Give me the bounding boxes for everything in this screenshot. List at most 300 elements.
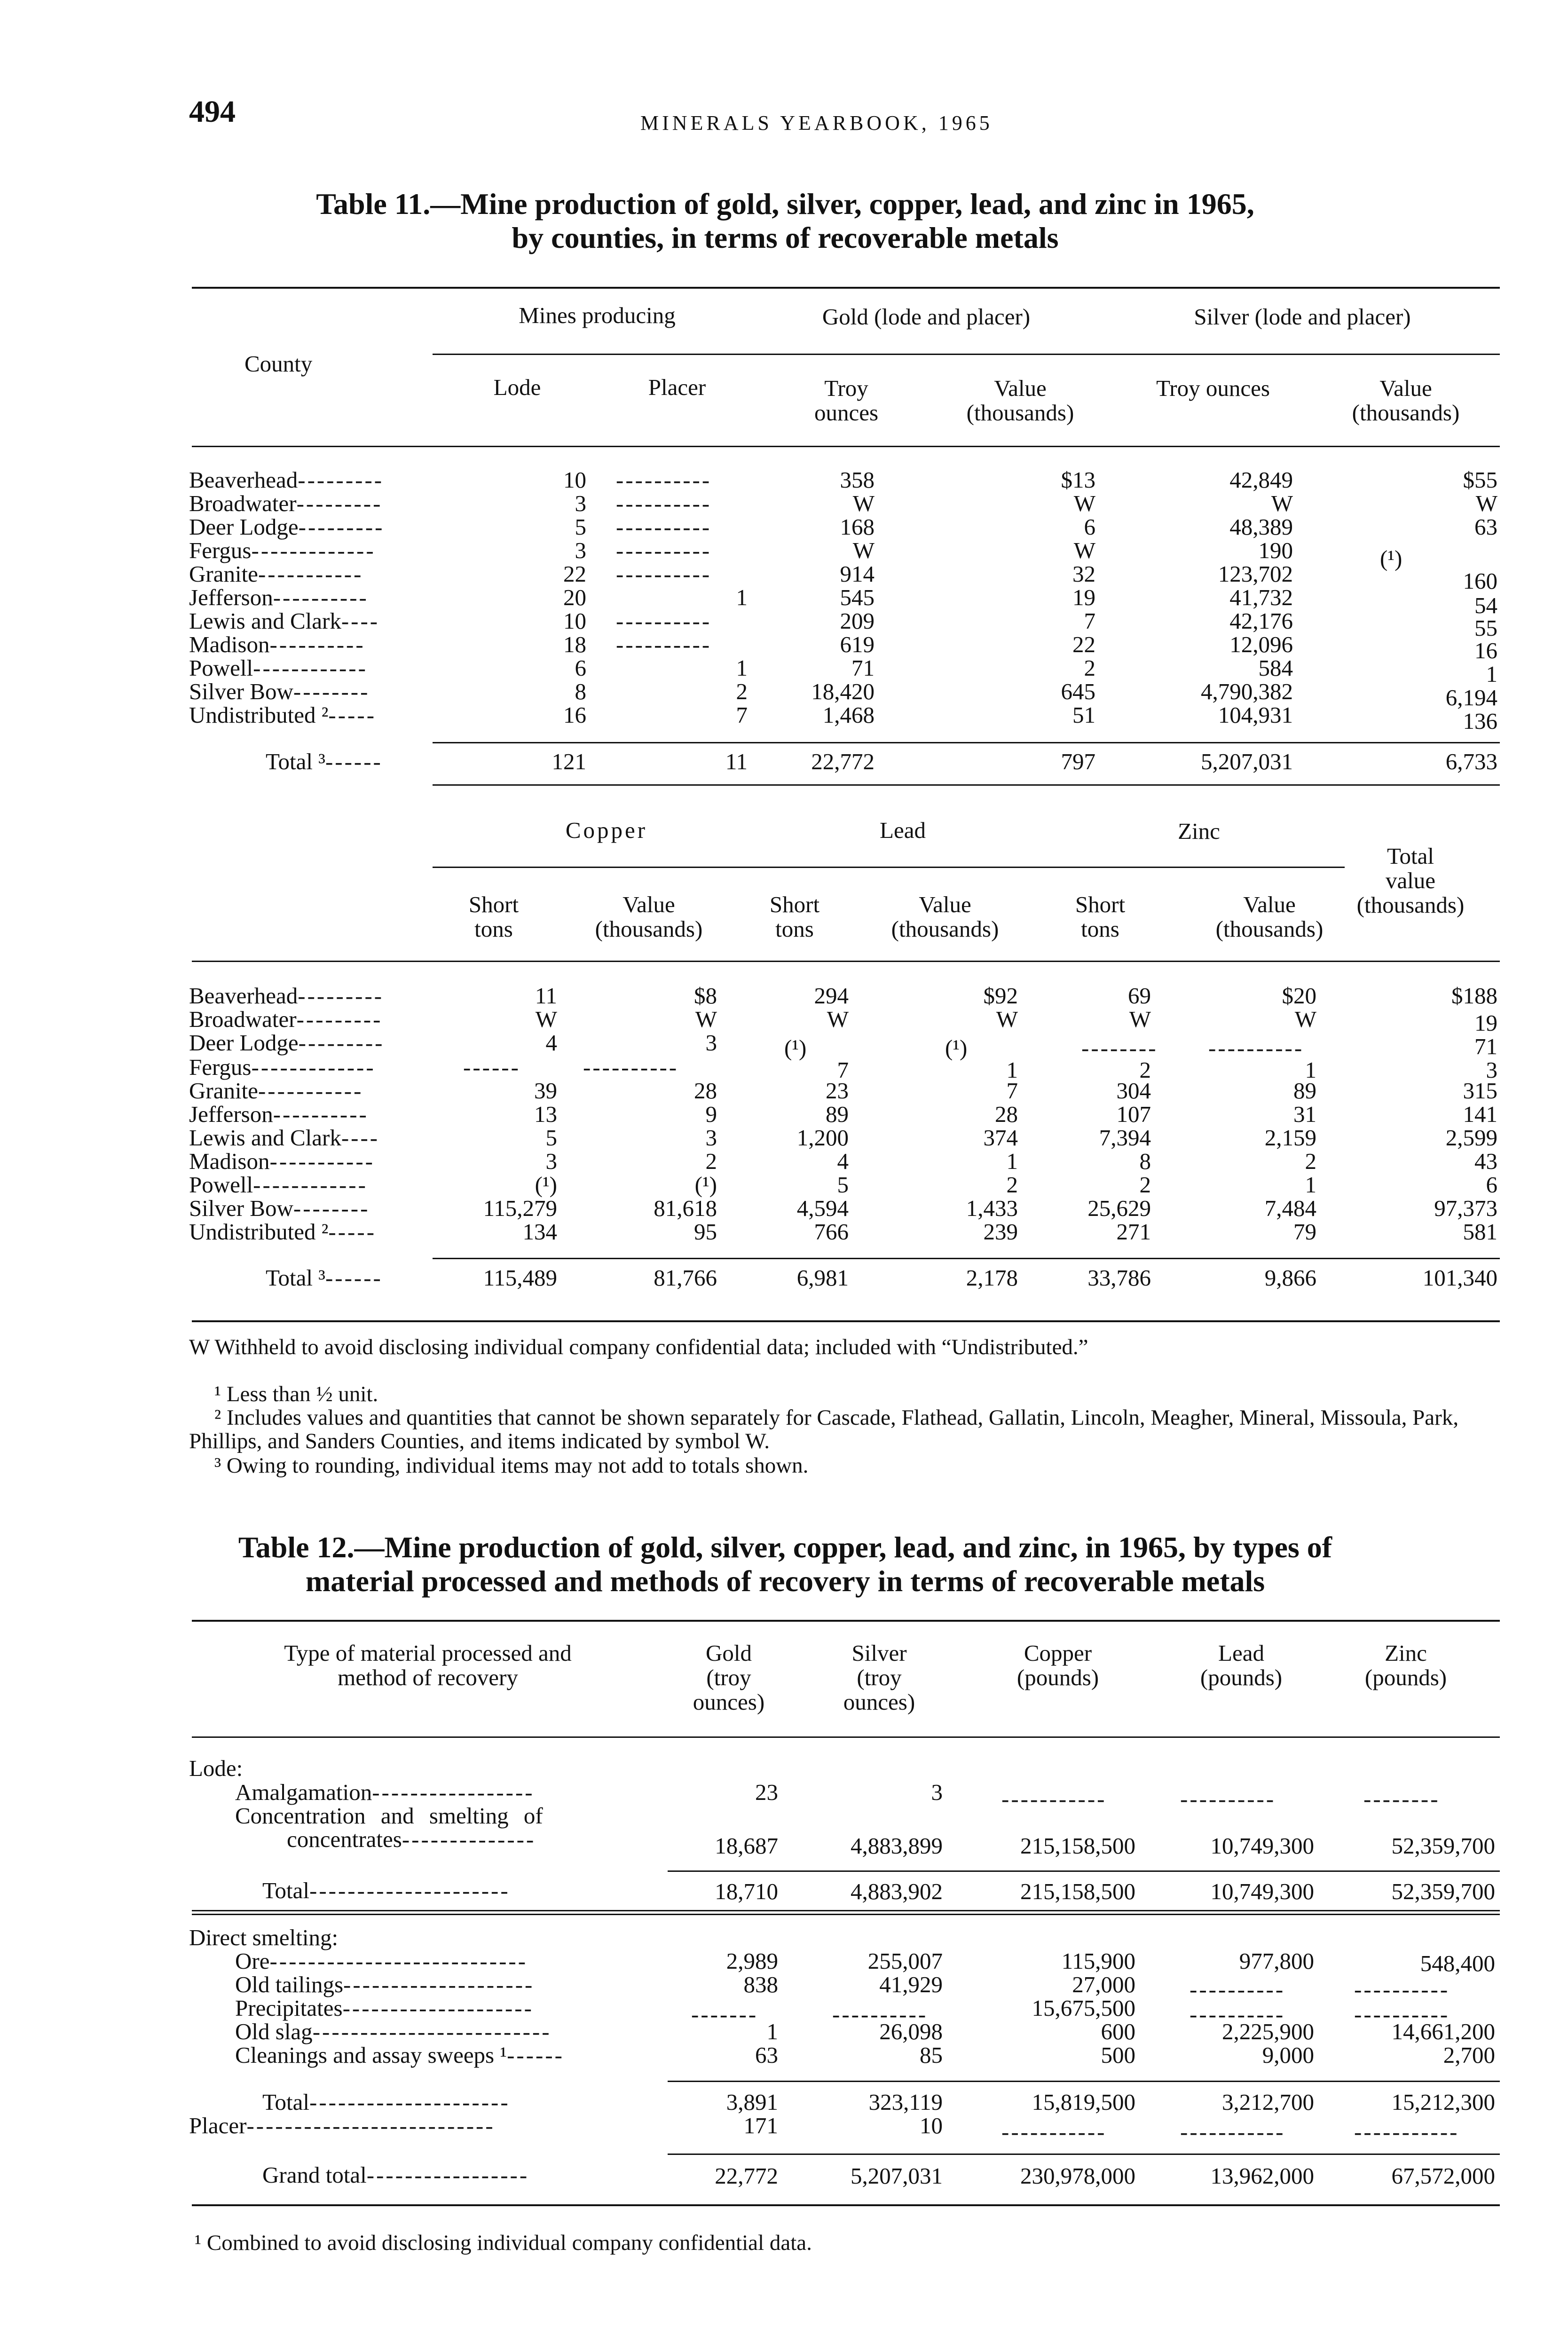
p2-r8-total: 6 [1486,1172,1497,1198]
t12-lode-total-gold: 18,710 [715,1878,778,1904]
p1-r9-lode: 8 [575,678,586,704]
table-12-bottom-rule [192,2204,1500,2206]
p1-r0-lode: 10 [563,467,586,493]
p1-r10-county: Undistributed ²----- [189,702,377,728]
p1-r7-silver-val: 16 [1474,638,1497,663]
t12-concentration-copper: 215,158,500 [1020,1833,1135,1859]
p2-r1-cu-v: W [695,1006,717,1032]
p2-r9-cu-v: 81,618 [654,1195,717,1221]
p1-r8-silver-oz: 584 [1258,655,1293,681]
t12-amalgamation-zinc-dash: -------- [1363,1786,1440,1812]
p1-r3-silver-oz: 190 [1258,537,1293,563]
col-silver-value: Value (thousands) [1352,375,1460,426]
p2-r1-zn-t: W [1129,1006,1151,1032]
p2-r4-zn-t: 304 [1116,1078,1151,1104]
p2-r9-total: 97,373 [1434,1195,1497,1221]
t12-lode-subtotal-rule [668,1870,1500,1872]
p2-r8-cu-t: (¹) [535,1172,557,1198]
p2-r3-zn-v: 1 [1305,1057,1316,1083]
col-placer: Placer [648,374,706,400]
p1-r6-silver-val: 55 [1474,615,1497,641]
t12-placer-gold: 171 [743,2113,778,2138]
p2-r1-pb-t: W [827,1006,849,1032]
t12-col-zinc: Zinc (pounds) [1364,1640,1447,1690]
p1-r7-gold-val: 22 [1072,631,1095,657]
col-pb-value: Value (thousands) [891,891,999,942]
table-12-title-line-2: material processed and methods of recovery in terms of recoverable metals [305,1564,1265,1598]
p1-r2-gold-val: 6 [1084,514,1095,540]
t12-direct-total-zinc: 15,212,300 [1391,2089,1495,2115]
p1-total-lode: 121 [552,749,586,774]
p1-r6-gold-val: 7 [1084,608,1095,634]
p1-r10-gold-val: 51 [1072,702,1095,728]
p2-r8-pb-v: 2 [1006,1172,1018,1198]
t12-cleanings-lead: 9,000 [1262,2042,1314,2068]
t12-amalgamation-gold: 23 [755,1779,778,1805]
t12-ore-gold: 2,989 [726,1948,778,1974]
t11-footnote-2: ² Includes values and quantities that cannot be shown separately for Cascade, Flathead, Gallatin, Lincoln, Meagher, Mineral, Missoula, Park, Phillips, and Sanders Counties, and items indicated by symbol W. [189,1405,1459,1453]
t12-ore-copper: 115,900 [1061,1948,1135,1974]
t12-old-tailings-copper: 27,000 [1072,1972,1135,1997]
t12-lode-total-rule-a [192,1910,1500,1911]
p2-r8-zn-v: 1 [1305,1172,1316,1198]
t12-grand-total-silver: 5,207,031 [851,2163,943,2189]
p1-total-gold-oz: 22,772 [811,749,875,774]
p1-r8-gold-val: 2 [1084,655,1095,681]
p2-r7-pb-t: 4 [837,1148,849,1174]
p1-r10-silver-val: 136 [1463,708,1497,734]
p1-total-gold-val: 797 [1061,749,1095,774]
t12-stub-header: Type of material processed and method of recovery [284,1640,572,1690]
p1-r7-placer-dash: ---------- [616,631,712,657]
p2-r3-pb-v: 1 [1006,1057,1018,1083]
t12-old-slag-copper: 600 [1101,2019,1135,2044]
t12-concentration-label: concentrates-------------- [287,1826,536,1852]
p2-r5-cu-t: 13 [534,1101,557,1127]
table-11-title-line-2: by counties, in terms of recoverable metals [512,221,1059,254]
p2-total-zn-t: 33,786 [1087,1265,1151,1291]
p1-r1-silver-oz: W [1271,490,1293,516]
p1-r0-silver-oz: 42,849 [1229,467,1293,493]
p1-r4-silver-oz: 123,702 [1218,561,1293,587]
p2-r2-pb-v: (¹) [945,1035,968,1061]
p2-r5-cu-v: 9 [705,1101,717,1127]
t12-lode-total-silver: 4,883,902 [851,1878,943,1904]
t12-old-slag-label: Old slag------------------------- [235,2019,552,2044]
p1-r6-gold-oz: 209 [840,608,875,634]
t12-col-copper: Copper (pounds) [1016,1640,1099,1690]
p1-r2-county: Deer Lodge--------- [189,514,385,540]
p2-r10-cu-t: 134 [522,1219,557,1245]
p2-r7-cu-t: 3 [545,1148,557,1174]
t12-cleanings-silver: 85 [920,2042,943,2068]
p1-total-silver-oz: 5,207,031 [1201,749,1293,774]
t12-direct-total-label: Total--------------------- [262,2089,510,2115]
p2-r1-total: 19 [1474,1010,1497,1036]
p2-r7-zn-v: 2 [1305,1148,1316,1174]
t12-ore-lead: 977,800 [1239,1948,1314,1974]
t12-amalgamation-label: Amalgamation----------------- [235,1779,535,1805]
p2-r1-pb-v: W [996,1006,1018,1032]
p1-r3-gold-oz: W [852,537,875,563]
table-11-bottom-rule [192,1320,1500,1322]
p1-r2-gold-oz: 168 [840,514,875,540]
t12-old-slag-lead: 2,225,900 [1222,2019,1314,2044]
p1-r1-county: Broadwater--------- [189,490,383,516]
t12-col-silver: Silver (troy ounces) [843,1640,915,1715]
t12-concentration-zinc: 52,359,700 [1391,1833,1495,1859]
p1-r4-county: Granite----------- [189,561,363,587]
group-zinc: Zinc [1178,818,1220,844]
p1-r0-placer-dash: ---------- [616,467,712,493]
t12-lode-total-zinc: 52,359,700 [1391,1878,1495,1904]
p2-total-cu-t: 115,489 [483,1265,557,1291]
t12-grand-total-rule [668,2154,1500,2155]
p2-r8-zn-t: 2 [1139,1172,1151,1198]
p1-r0-county: Beaverhead--------- [189,467,384,493]
t12-amalgamation-silver: 3 [931,1779,943,1805]
p2-r3-county: Fergus------------- [189,1054,376,1080]
t12-old-tailings-gold: 838 [743,1972,778,1997]
t12-old-tailings-label: Old tailings-------------------- [235,1972,535,1997]
p2-r2-total: 71 [1474,1033,1497,1059]
part2-group-rule [433,867,1345,868]
p2-r5-zn-v: 31 [1293,1101,1316,1127]
p2-r9-pb-t: 4,594 [796,1195,849,1221]
t12-old-slag-zinc: 14,661,200 [1391,2019,1495,2044]
table-12-title [183,1531,1387,1598]
p2-r10-county: Undistributed ²----- [189,1219,377,1245]
p2-r4-county: Granite----------- [189,1078,363,1104]
t12-grand-total-zinc: 67,572,000 [1391,2163,1495,2189]
p2-r4-total: 315 [1463,1078,1497,1104]
p2-total-pb-t: 6,981 [796,1265,849,1291]
t11-footnote-w: W Withheld to avoid disclosing individual company confidential data; included with “Undistributed.” [189,1335,1088,1359]
p1-r9-gold-val: 645 [1061,678,1095,704]
p2-r0-pb-v: $92 [983,983,1018,1009]
t12-lode-total-rule-b [192,1914,1500,1915]
p2-r4-zn-v: 89 [1293,1078,1316,1104]
p2-r2-county: Deer Lodge--------- [189,1030,385,1056]
p1-total-label: Total ³------ [266,749,383,774]
t12-lode-total-lead: 10,749,300 [1210,1878,1314,1904]
p2-r9-cu-t: 115,279 [483,1195,557,1221]
t12-direct-subtotal-rule [668,2081,1500,2082]
p1-r4-gold-val: 32 [1072,561,1095,587]
t12-ore-silver: 255,007 [867,1948,943,1974]
p1-r5-silver-val: 54 [1474,592,1497,618]
p1-total-placer: 11 [725,749,748,774]
group-silver: Silver (lode and placer) [1194,304,1411,330]
p2-r2-zn-v-dash: ---------- [1208,1035,1304,1061]
p2-r8-cu-v: (¹) [694,1172,717,1198]
p1-r10-silver-oz: 104,931 [1218,702,1293,728]
col-cu-tons: Short tons [468,891,519,942]
p2-r7-cu-v: 2 [705,1148,717,1174]
t12-concentration-line1: Concentration and smelting of [235,1803,543,1829]
p2-r9-zn-v: 7,484 [1264,1195,1316,1221]
t12-concentration-silver: 4,883,899 [851,1833,943,1859]
t12-ore-zinc: 548,400 [1420,1950,1495,1976]
p1-r0-gold-oz: 358 [840,467,875,493]
t12-cleanings-label: Cleanings and assay sweeps ¹------ [235,2042,564,2068]
p2-r7-county: Madison----------- [189,1148,375,1174]
p2-r0-cu-t: 11 [535,983,557,1009]
group-gold: Gold (lode and placer) [822,304,1031,330]
table-12-title-line-1: Table 12.—Mine production of gold, silver, copper, lead, and zinc, in 1965, by types of [238,1531,1332,1564]
t12-old-tailings-lead-dash: ---------- [1190,1976,1285,2002]
p2-r3-pb-t: 7 [837,1057,849,1083]
p2-r7-pb-v: 1 [1006,1148,1018,1174]
p1-r8-county: Powell------------ [189,655,368,681]
p1-r1-silver-val: W [1475,490,1497,516]
p1-r2-placer-dash: ---------- [616,514,712,540]
p1-r1-gold-oz: W [852,490,875,516]
p2-r0-zn-v: $20 [1282,983,1316,1009]
t12-grand-total-lead: 13,962,000 [1210,2163,1314,2189]
t12-cleanings-zinc: 2,700 [1443,2042,1495,2068]
p2-r10-total: 581 [1463,1219,1497,1245]
p1-r7-silver-oz: 12,096 [1229,631,1293,657]
p2-r6-total: 2,599 [1445,1125,1497,1151]
p1-r7-lode: 18 [563,631,586,657]
t12-placer-zinc-dash: ----------- [1354,2119,1459,2145]
p2-r10-zn-v: 79 [1293,1219,1316,1245]
t12-header-rule [192,1736,1500,1738]
t12-footnote-1: ¹ Combined to avoid disclosing individual company confidential data. [195,2231,812,2255]
p1-r10-placer: 7 [736,702,748,728]
t12-col-gold: Gold (troy ounces) [693,1640,765,1715]
t12-grand-total-gold: 22,772 [715,2163,778,2189]
t12-placer-lead-dash: ----------- [1180,2119,1285,2145]
t12-old-tailings-zinc-dash: ---------- [1354,1976,1450,2002]
p2-r4-pb-v: 7 [1006,1078,1018,1104]
t12-placer-label: Placer-------------------------- [189,2113,495,2138]
t12-col-lead: Lead (pounds) [1200,1640,1283,1690]
header-bottom-rule [192,446,1500,447]
p2-subtotal-rule [433,1258,1500,1259]
p2-r6-county: Lewis and Clark---- [189,1125,380,1151]
p1-r2-lode: 5 [575,514,586,540]
t12-lode-label: Lode: [189,1755,243,1781]
p1-r7-gold-oz: 619 [840,631,875,657]
p1-r9-silver-oz: 4,790,382 [1201,678,1293,704]
t12-direct-total-lead: 3,212,700 [1222,2089,1314,2115]
p1-r9-county: Silver Bow-------- [189,678,370,704]
p1-r10-gold-oz: 1,468 [822,702,875,728]
p2-r1-county: Broadwater--------- [189,1006,383,1032]
p2-r0-county: Beaverhead--------- [189,983,384,1009]
col-zn-value: Value (thousands) [1215,891,1324,942]
t12-precipitates-lead-dash: ---------- [1190,2001,1285,2027]
table-12-top-rule [192,1620,1500,1622]
p1-r0-gold-val: $13 [1061,467,1095,493]
p2-total-cu-v: 81,766 [654,1265,717,1291]
p2-r9-county: Silver Bow-------- [189,1195,370,1221]
p2-r2-pb-t: (¹) [784,1035,807,1061]
table-11-top-rule [192,287,1500,289]
p2-total-total: 101,340 [1422,1265,1497,1291]
p1-r8-lode: 6 [575,655,586,681]
t12-precipitates-copper: 15,675,500 [1032,1995,1135,2021]
p1-r3-placer-dash: ---------- [616,537,712,563]
p2-r0-total: $188 [1451,983,1497,1009]
p2-r10-zn-t: 271 [1116,1219,1151,1245]
p2-r1-cu-t: W [535,1006,557,1032]
p1-r4-placer-dash: ---------- [616,561,712,587]
p1-r6-county: Lewis and Clark---- [189,608,380,634]
t12-lode-total-copper: 215,158,500 [1020,1878,1135,1904]
col-pb-tons: Short tons [769,891,820,942]
p1-r9-gold-oz: 18,420 [811,678,875,704]
t12-concentration-gold: 18,687 [715,1833,778,1859]
col-zn-tons: Short tons [1075,891,1126,942]
p2-r5-zn-t: 107 [1116,1101,1151,1127]
p1-r5-placer: 1 [736,584,748,610]
t12-old-tailings-silver: 41,929 [879,1972,943,1997]
p1-r6-silver-oz: 42,176 [1229,608,1293,634]
p2-r5-county: Jefferson---------- [189,1101,369,1127]
t12-grand-total-label: Grand total----------------- [262,2162,529,2188]
table-11-title [183,187,1387,255]
p1-r9-silver-val: 6,194 [1445,685,1497,710]
running-head: MINERALS YEARBOOK, 1965 [640,111,993,134]
p2-r3-zn-t: 2 [1139,1057,1151,1083]
p1-r2-silver-val: 63 [1474,514,1497,540]
p2-r6-pb-t: 1,200 [796,1125,849,1151]
p1-r3-county: Fergus------------- [189,537,376,563]
p1-r6-lode: 10 [563,608,586,634]
t12-grand-total-copper: 230,978,000 [1020,2163,1135,2189]
group-copper: Copper [565,817,648,843]
p1-r8-placer: 1 [736,655,748,681]
p1-r4-silver-val: 160 [1463,568,1497,594]
page-number: 494 [189,95,236,129]
part2-top-rule [433,784,1500,786]
p2-r2-zn-t-dash: -------- [1081,1035,1158,1061]
p2-r10-pb-t: 766 [814,1219,849,1245]
p1-r3-lode: 3 [575,537,586,563]
county-header: County [244,351,313,377]
t12-direct-label: Direct smelting: [189,1925,339,1950]
t12-direct-total-silver: 323,119 [868,2089,943,2115]
t12-ore-label: Ore--------------------------- [235,1948,528,1974]
t12-precipitates-gold-dash: ------- [691,2001,758,2027]
p2-r10-cu-v: 95 [694,1219,717,1245]
p1-r5-gold-val: 19 [1072,584,1095,610]
p2-r5-pb-v: 28 [995,1101,1018,1127]
p2-r0-pb-t: 294 [814,983,849,1009]
p2-total-zn-v: 9,866 [1264,1265,1316,1291]
t12-placer-copper-dash: ----------- [1001,2119,1107,2145]
p2-r9-zn-t: 25,629 [1087,1195,1151,1221]
p1-r2-silver-oz: 48,389 [1229,514,1293,540]
t12-direct-total-copper: 15,819,500 [1032,2089,1135,2115]
group-rule [433,354,1500,355]
col-cu-value: Value (thousands) [595,891,703,942]
p2-r6-pb-v: 374 [983,1125,1018,1151]
p2-r2-cu-v: 3 [705,1030,717,1056]
p2-r7-total: 43 [1474,1148,1497,1174]
p1-r7-county: Madison---------- [189,631,365,657]
group-lead: Lead [880,817,926,843]
p2-r4-cu-v: 28 [694,1078,717,1104]
p2-r3-total: 3 [1486,1057,1497,1083]
p2-total-pb-v: 2,178 [966,1265,1018,1291]
p1-r5-lode: 20 [563,584,586,610]
col-gold-value: Value (thousands) [966,375,1074,426]
p2-r5-total: 141 [1463,1101,1497,1127]
p1-r6-placer-dash: ---------- [616,608,712,634]
t12-amalgamation-copper-dash: ----------- [1001,1786,1107,1812]
t12-lode-total-label: Total--------------------- [262,1878,510,1903]
p1-r5-silver-oz: 41,732 [1229,584,1293,610]
p2-r6-zn-v: 2,159 [1264,1125,1316,1151]
p2-r6-zn-t: 7,394 [1099,1125,1151,1151]
table-11-title-line-1: Table 11.—Mine production of gold, silver, copper, lead, and zinc in 1965, [316,187,1254,221]
col-gold-oz: Troy ounces [814,375,879,426]
p1-r9-placer: 2 [736,678,748,704]
p2-r0-cu-v: $8 [694,983,717,1009]
p2-r5-pb-t: 89 [826,1101,849,1127]
t12-precipitates-label: Precipitates-------------------- [235,1995,534,2021]
p2-r9-pb-v: 1,433 [966,1195,1018,1221]
p1-r10-lode: 16 [563,702,586,728]
t12-old-slag-silver: 26,098 [879,2019,943,2044]
t12-cleanings-copper: 500 [1101,2042,1135,2068]
part2-header-rule [192,961,1500,962]
p2-r6-cu-t: 5 [545,1125,557,1151]
p2-r8-county: Powell------------ [189,1172,368,1198]
p2-r6-cu-v: 3 [705,1125,717,1151]
t12-precipitates-silver-dash: ---------- [832,2001,928,2027]
p1-r8-gold-oz: 71 [851,655,875,681]
p2-r2-cu-t: 4 [545,1030,557,1056]
p2-r10-pb-v: 239 [983,1219,1018,1245]
t11-footnote-3: ³ Owing to rounding, individual items may not add to totals shown. [214,1453,809,1478]
p2-r0-zn-t: 69 [1128,983,1151,1009]
t12-placer-silver: 10 [920,2113,943,2138]
p1-r5-county: Jefferson---------- [189,584,369,610]
p1-r1-placer-dash: ---------- [616,490,712,516]
p2-r3-cu-v-dash: ---------- [583,1054,679,1080]
t12-cleanings-gold: 63 [755,2042,778,2068]
p2-r7-zn-t: 8 [1139,1148,1151,1174]
p2-r1-zn-v: W [1294,1006,1316,1032]
p1-total-silver-val: 6,733 [1445,749,1497,774]
t12-old-slag-gold: 1 [766,2019,778,2044]
col-silver-oz: Troy ounces [1156,375,1270,401]
p2-r4-cu-t: 39 [534,1078,557,1104]
t12-amalgamation-lead-dash: ---------- [1180,1786,1276,1812]
p2-r8-pb-t: 5 [837,1172,849,1198]
col-lode: Lode [493,374,541,400]
p2-r4-pb-t: 23 [826,1078,849,1104]
t12-precipitates-zinc-dash: ---------- [1354,2001,1450,2027]
p1-r1-lode: 3 [575,490,586,516]
p1-r3-silver-val: (¹) [1380,545,1403,571]
p1-r3-gold-val: W [1073,537,1095,563]
p2-r3-cu-t-dash: ------ [463,1054,520,1080]
t12-concentration-lead: 10,749,300 [1210,1833,1314,1859]
t12-direct-total-gold: 3,891 [726,2089,778,2115]
col-total-value: Total value (thousands) [1356,843,1465,918]
p1-r4-gold-oz: 914 [840,561,875,587]
p1-r8-silver-val: 1 [1486,661,1497,687]
p2-total-label: Total ³------ [266,1265,383,1291]
p1-r1-gold-val: W [1073,490,1095,516]
t11-footnote-1: ¹ Less than ½ unit. [214,1382,378,1406]
